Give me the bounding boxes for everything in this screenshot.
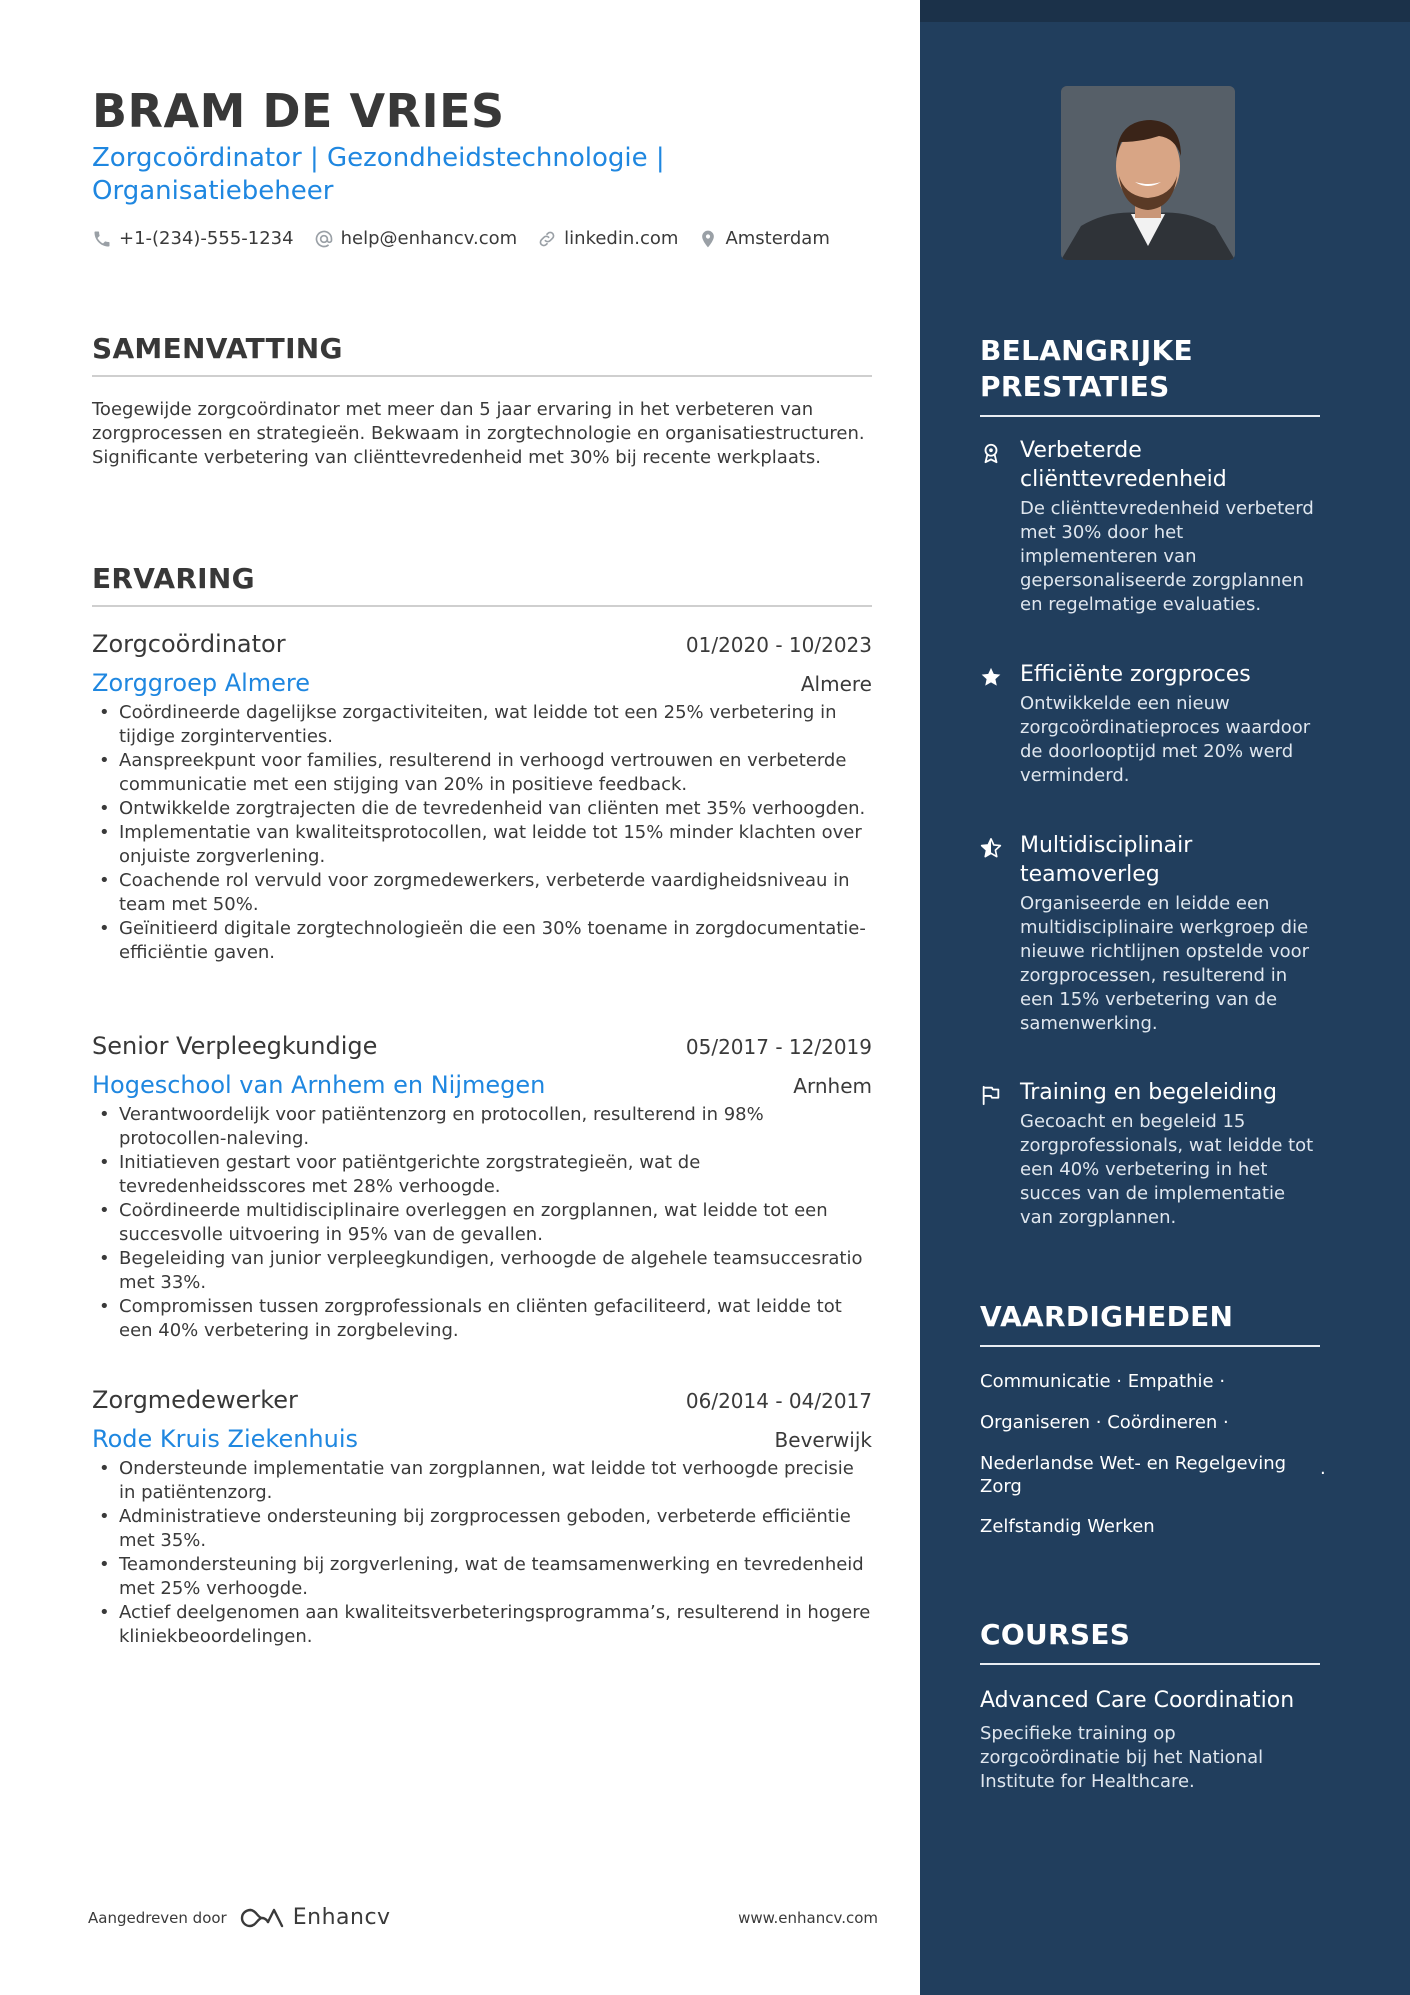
job-company-row: [92, 669, 872, 697]
skills-line: [980, 1452, 1286, 1498]
job-bullets: [92, 1103, 872, 1343]
experience-section: [92, 562, 872, 607]
job-bullets: [92, 1457, 872, 1649]
location-pin-icon: [698, 229, 718, 249]
candidate-subtitle: [92, 142, 692, 208]
subtitle-line-2: Organisatiebeheer: [92, 176, 334, 206]
job-dates: 05/2017 - 12/2019: [685, 1035, 872, 1059]
job-bullet: • Ondersteunde implementatie van zorgplannen, wat leidde tot verhoogde precisie in patiëntenzorg.: [92, 1457, 872, 1505]
phone-text: +1-(234)-555-1234: [119, 228, 294, 249]
job-header: [92, 630, 872, 658]
course-item: [980, 1688, 1320, 1794]
achievement-item: [980, 1078, 1320, 1230]
experience-entry: [92, 1386, 872, 1649]
experience-entry: [92, 1032, 872, 1343]
achievement-title: Efficiënte zorgproces: [1020, 662, 1251, 687]
summary-heading: SAMENVATTING: [92, 332, 343, 365]
phone-icon: [92, 229, 112, 249]
experience-divider: [92, 605, 872, 607]
summary-section: [92, 332, 872, 470]
job-company-row: [92, 1425, 872, 1453]
achievement-item: [980, 831, 1320, 1036]
achievement-description: De cliënttevredenheid verbeterd met 30% door het implementeren van gepersonaliseerde zorgplannen en regelmatige evaluaties.: [1020, 498, 1314, 615]
job-bullet: • Actief deelgenomen aan kwaliteitsverbeteringsprogramma’s, resulterend in hogere kliniekbeoordelingen.: [92, 1601, 872, 1649]
job-bullet: • Aanspreekpunt voor families, resulterend in verhoogd vertrouwen en verbeterde communicatie met een stijging van 20% in positieve feedback.: [92, 749, 872, 797]
footer: [88, 1905, 878, 1930]
achievement-item: [980, 660, 1320, 788]
achievements-divider: [980, 415, 1320, 417]
profile-photo: [1061, 86, 1235, 260]
skills-line: Zelfstandig Werken: [980, 1516, 1155, 1537]
job-bullets: [92, 701, 872, 965]
skill-separator: ·: [1320, 1463, 1326, 1484]
job-bullet: • Begeleiding van junior verpleegkundigen, verhoogde de algehele teamsuccesratio met 33%.: [92, 1247, 872, 1295]
job-dates: 06/2014 - 04/2017: [685, 1389, 872, 1413]
sidebar-top-band: [920, 0, 1410, 22]
skills-line: Organiseren · Coördineren ·: [980, 1412, 1229, 1433]
star-half-icon: [980, 837, 1002, 859]
website-link[interactable]: www.enhancv.com: [738, 1908, 878, 1927]
job-bullet: • Teamondersteuning bij zorgverlening, wat de teamsamenwerking en tevredenheid met 25% verhoogde.: [92, 1553, 872, 1601]
linkedin-text: linkedin.com: [564, 228, 679, 249]
job-bullet: • Coördineerde multidisciplinaire overleggen en zorgplannen, wat leidde tot een succesvolle uitvoering in 95% van de gevallen.: [92, 1199, 872, 1247]
job-dates: 01/2020 - 10/2023: [685, 633, 872, 657]
courses-section: [980, 1617, 1320, 1665]
job-bullet: • Coördineerde dagelijkse zorgactiviteiten, wat leidde tot een 25% verbetering in tijdige zorginterventies.: [92, 701, 872, 749]
job-header: [92, 1386, 872, 1414]
job-company: Rode Kruis Ziekenhuis: [92, 1425, 359, 1453]
skills-line: Communicatie · Empathie ·: [980, 1371, 1226, 1392]
experience-heading: ERVARING: [92, 562, 255, 595]
profile-photo-image: [1061, 86, 1235, 260]
achievements-section: [980, 333, 1320, 417]
achievement-description: Ontwikkelde een nieuw zorgcoördinatieproces waardoor de doorlooptijd met 20% werd verminderd.: [1020, 693, 1311, 786]
job-company: Zorggroep Almere: [92, 669, 311, 697]
job-location: Almere: [800, 672, 872, 696]
job-bullet: • Verantwoordelijk voor patiëntenzorg en protocollen, resulterend in 98% protocollen-naleving.: [92, 1103, 872, 1151]
skill-text: Zorg: [980, 1476, 1022, 1497]
achievements-heading-line-1: BELANGRIJKE: [980, 334, 1193, 367]
job-bullet: • Administratieve ondersteuning bij zorgprocessen geboden, verbeterde efficiëntie met 35%.: [92, 1505, 872, 1553]
brand-name: Enhancv: [292, 1905, 391, 1930]
contact-bar: [92, 228, 850, 249]
achievement-description: Gecoacht en begeleid 15 zorgprofessionals, wat leidde tot een 40% verbetering in het succes van de implementatie van zorgplannen.: [1020, 1111, 1314, 1228]
powered-by-text: Aangedreven door: [88, 1908, 227, 1927]
skills-heading: VAARDIGHEDEN: [980, 1300, 1234, 1333]
achievement-title: Verbeterde cliënttevredenheid: [1020, 438, 1227, 492]
achievement-item: [980, 436, 1320, 617]
job-title: Zorgmedewerker: [92, 1386, 298, 1414]
contact-email[interactable]: [314, 228, 518, 249]
job-bullet: • Compromissen tussen zorgprofessionals en cliënten gefaciliteerd, wat leidde tot een 40% verbetering in zorgbeleving.: [92, 1295, 872, 1343]
experience-entry: [92, 630, 872, 965]
job-title: Zorgcoördinator: [92, 630, 286, 658]
flag-icon: [980, 1084, 1002, 1106]
job-bullet: • Initiatieven gestart voor patiëntgerichte zorgstrategieën, wat de tevredenheidsscores met 28% verhoogde.: [92, 1151, 872, 1199]
enhancv-logo-icon: [239, 1906, 285, 1930]
skills-section: [980, 1299, 1320, 1347]
job-header: [92, 1032, 872, 1060]
summary-divider: [92, 375, 872, 377]
job-company: Hogeschool van Arnhem en Nijmegen: [92, 1071, 546, 1099]
contact-linkedin[interactable]: [537, 228, 678, 249]
job-bullet: • Implementatie van kwaliteitsprotocollen, wat leidde tot 15% minder klachten over onjuiste zorgverlening.: [92, 821, 872, 869]
job-company-row: [92, 1071, 872, 1099]
job-location: Arnhem: [793, 1074, 872, 1098]
achievement-title: Multidisciplinair teamoverleg: [1020, 833, 1193, 887]
job-bullet: • Geïnitieerd digitale zorgtechnologieën die een 30% toename in zorgdocumentatie-efficiëntie gaven.: [92, 917, 872, 965]
job-bullet: • Ontwikkelde zorgtrajecten die de tevredenheid van cliënten met 35% verhoogden.: [92, 797, 872, 821]
email-text: help@enhancv.com: [340, 228, 518, 249]
skills-divider: [980, 1345, 1320, 1347]
link-icon: [537, 229, 557, 249]
star-icon: [980, 666, 1002, 688]
achievement-title: Training en begeleiding: [1020, 1080, 1278, 1105]
award-icon: [980, 442, 1002, 464]
candidate-name: BRAM DE VRIES: [92, 84, 505, 138]
at-icon: [314, 229, 334, 249]
courses-divider: [980, 1663, 1320, 1665]
achievement-description: Organiseerde en leidde een multidisciplinaire werkgroep die nieuwe richtlijnen opstelde voor zorgprocessen, resulterend in een 15% verbetering van de samenwerking.: [1020, 893, 1310, 1034]
location-text: Amsterdam: [725, 228, 830, 249]
powered-by[interactable]: [88, 1905, 391, 1930]
achievements-heading: [980, 333, 1320, 405]
job-location: Beverwijk: [774, 1428, 872, 1452]
achievements-heading-line-2: PRESTATIES: [980, 370, 1170, 403]
summary-text: Toegewijde zorgcoördinator met meer dan 5 jaar ervaring in het verbeteren van zorgprocessen en strategieën. Bekwaam in zorgtechnologie en organisatiestructuren. Significante verbetering van cliënttevredenheid met 30% bij recente werkplaats.: [92, 399, 865, 468]
contact-location: [698, 228, 829, 249]
contact-phone[interactable]: [92, 228, 294, 249]
course-title: Advanced Care Coordination: [980, 1688, 1295, 1713]
course-description: Specifieke training op zorgcoördinatie bij het National Institute for Healthcare.: [980, 1723, 1264, 1792]
job-bullet: • Coachende rol vervuld voor zorgmedewerkers, verbeterde vaardigheidsniveau in team met 50%.: [92, 869, 872, 917]
skill-text: Nederlandse Wet- en Regelgeving: [980, 1453, 1287, 1474]
job-title: Senior Verpleegkundige: [92, 1032, 378, 1060]
courses-heading: COURSES: [980, 1618, 1131, 1651]
sidebar: [920, 0, 1410, 1995]
subtitle-line-1: Zorgcoördinator | Gezondheidstechnologie |: [92, 143, 665, 173]
